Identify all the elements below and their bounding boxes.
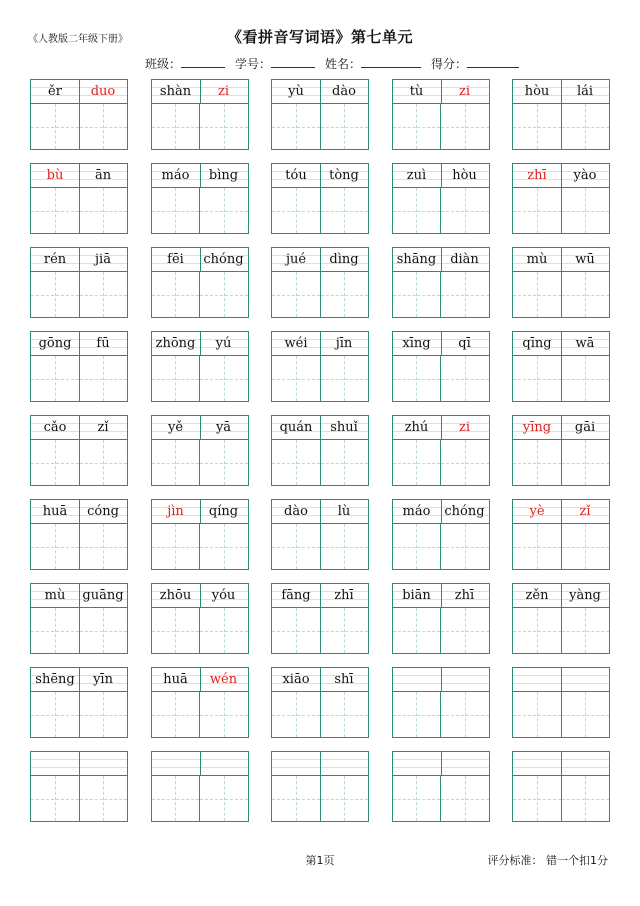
character-writing-cell[interactable] [152, 272, 200, 317]
word-box [151, 79, 249, 150]
pinyin-syllable: máo [402, 504, 431, 519]
character-writing-cell[interactable] [320, 692, 369, 737]
character-writing-cell[interactable] [561, 524, 610, 569]
word-box [30, 499, 128, 570]
character-writing-cell[interactable] [320, 356, 369, 401]
word-box [271, 247, 369, 318]
pinyin-syllable: zěn [525, 588, 549, 603]
pinyin-syllable: zhī [454, 588, 475, 603]
pinyin-syllable: guāng [82, 588, 124, 603]
pinyin-line [152, 416, 248, 440]
pinyin-syllable-highlighted: yè [529, 504, 545, 519]
pinyin-line [152, 668, 248, 692]
pinyin-line [513, 668, 609, 692]
word-box [512, 79, 610, 150]
info-blank-field[interactable] [467, 57, 519, 68]
pinyin-line [152, 500, 248, 524]
pinyin-syllable [441, 752, 489, 775]
pinyin-syllable: yú [215, 336, 232, 351]
pinyin-syllable: cóng [87, 504, 119, 519]
info-blank-field[interactable] [271, 57, 315, 68]
pinyin-line [31, 416, 127, 440]
pinyin-syllable-highlighted: zi [458, 420, 470, 435]
character-writing-cell[interactable] [79, 440, 128, 485]
character-writing-cell[interactable] [272, 524, 320, 569]
character-writing-cell[interactable] [320, 440, 369, 485]
pinyin-syllable: fāng [281, 588, 311, 603]
pinyin-line [513, 416, 609, 440]
character-writing-cell[interactable] [79, 692, 128, 737]
character-writing-cell[interactable] [272, 356, 320, 401]
word-box [30, 751, 128, 822]
pinyin-syllable: lái [576, 84, 594, 99]
word-box [151, 667, 249, 738]
info-label: 姓名： [325, 57, 362, 71]
pinyin-syllable: qī [458, 336, 471, 351]
pinyin-syllable: shuǐ [330, 420, 358, 435]
pinyin-line [31, 752, 127, 776]
character-writing-cell[interactable] [272, 104, 320, 149]
pinyin-line [272, 332, 368, 356]
character-writing-cell[interactable] [31, 524, 79, 569]
pinyin-syllable: shàn [159, 84, 192, 99]
pinyin-syllable: yīn [93, 672, 113, 687]
character-writing-cell[interactable] [31, 440, 79, 485]
character-writing-cell[interactable] [31, 272, 79, 317]
word-box [512, 415, 610, 486]
word-row [30, 499, 610, 570]
word-box [512, 667, 610, 738]
pinyin-syllable: zhī [334, 588, 354, 603]
pinyin-line [513, 164, 609, 188]
character-writing-cell[interactable] [272, 272, 320, 317]
character-writing-cell[interactable] [393, 776, 441, 821]
word-box [30, 667, 128, 738]
word-box [151, 331, 249, 402]
scoring-standard: 评分标准： 错一个扣1分 [487, 854, 608, 867]
word-box [271, 667, 369, 738]
pinyin-syllable-highlighted: zǐ [579, 504, 591, 519]
page-number: 第1页 [305, 854, 335, 867]
pinyin-line [393, 80, 489, 104]
word-box [392, 415, 490, 486]
character-writing-cell[interactable] [272, 692, 320, 737]
pinyin-syllable: xīng [402, 336, 431, 351]
character-writing-cell[interactable] [152, 440, 200, 485]
pinyin-syllable: yào [573, 168, 597, 183]
word-box [512, 247, 610, 318]
pinyin-syllable: zhōng [155, 336, 196, 351]
character-writing-cell[interactable] [199, 776, 248, 821]
pinyin-line [272, 584, 368, 608]
pinyin-syllable: quán [279, 420, 313, 435]
word-box [30, 583, 128, 654]
character-writing-cell[interactable] [272, 608, 320, 653]
pinyin-syllable: hòu [524, 84, 550, 99]
pinyin-syllable: mù [526, 252, 548, 267]
pinyin-syllable: gāi [574, 420, 596, 435]
info-blank-field[interactable] [361, 57, 421, 68]
character-writing-cell[interactable] [199, 692, 248, 737]
word-row [30, 751, 610, 822]
pinyin-syllable: shāng [396, 252, 437, 267]
pinyin-line [272, 416, 368, 440]
character-writing-cell[interactable] [561, 104, 610, 149]
pinyin-syllable [200, 752, 248, 775]
pinyin-syllable [272, 752, 320, 775]
pinyin-syllable: yàng [569, 588, 601, 603]
pinyin-syllable [561, 668, 609, 691]
pinyin-syllable [441, 668, 489, 691]
character-writing-cell[interactable] [513, 608, 561, 653]
word-box [392, 247, 490, 318]
pinyin-syllable: qíng [208, 504, 239, 519]
info-label: 班级： [145, 57, 182, 71]
word-row [30, 331, 610, 402]
pinyin-syllable [31, 752, 79, 775]
pinyin-syllable-highlighted: jìn [167, 504, 184, 519]
info-label: 学号： [235, 57, 272, 71]
word-box [271, 499, 369, 570]
pinyin-line [513, 584, 609, 608]
pinyin-line [152, 248, 248, 272]
pinyin-syllable: jué [285, 252, 307, 267]
word-box [271, 415, 369, 486]
character-writing-cell[interactable] [513, 188, 561, 233]
character-writing-cell[interactable] [31, 104, 79, 149]
character-writing-cell[interactable] [152, 524, 200, 569]
word-box [151, 163, 249, 234]
character-writing-cell[interactable] [199, 524, 248, 569]
pinyin-syllable-highlighted: duo [90, 84, 116, 99]
word-box [151, 499, 249, 570]
word-box [30, 331, 128, 402]
word-box [512, 499, 610, 570]
pinyin-line [272, 248, 368, 272]
pinyin-syllable-highlighted: zi [458, 84, 470, 99]
pinyin-syllable: biān [402, 588, 431, 603]
character-writing-cell[interactable] [320, 272, 369, 317]
word-box [30, 79, 128, 150]
pinyin-syllable-highlighted: zi [217, 84, 229, 99]
word-box [151, 247, 249, 318]
character-writing-cell[interactable] [440, 104, 489, 149]
pinyin-line [31, 668, 127, 692]
character-writing-cell[interactable] [272, 188, 320, 233]
character-writing-cell[interactable] [440, 608, 489, 653]
word-row [30, 163, 610, 234]
word-box [392, 499, 490, 570]
word-box [271, 163, 369, 234]
character-writing-cell[interactable] [31, 608, 79, 653]
pinyin-line [272, 80, 368, 104]
word-row [30, 79, 610, 150]
character-writing-cell[interactable] [440, 188, 489, 233]
word-row [30, 667, 610, 738]
pinyin-syllable: chóng [203, 252, 244, 267]
character-writing-cell[interactable] [561, 692, 610, 737]
pinyin-line [513, 332, 609, 356]
pinyin-syllable: ān [94, 168, 112, 183]
character-writing-cell[interactable] [320, 524, 369, 569]
pinyin-line [272, 164, 368, 188]
pinyin-line [31, 500, 127, 524]
character-writing-cell[interactable] [440, 776, 489, 821]
character-writing-cell[interactable] [440, 272, 489, 317]
character-writing-cell[interactable] [561, 776, 610, 821]
pinyin-line [393, 416, 489, 440]
pinyin-syllable: zhú [404, 420, 429, 435]
pinyin-syllable: bìng [208, 168, 239, 183]
character-writing-cell[interactable] [272, 440, 320, 485]
pinyin-syllable [320, 752, 368, 775]
pinyin-line [393, 164, 489, 188]
character-writing-cell[interactable] [31, 776, 79, 821]
character-writing-cell[interactable] [393, 272, 441, 317]
pinyin-line [152, 80, 248, 104]
word-box [271, 331, 369, 402]
word-box [392, 163, 490, 234]
pinyin-syllable-highlighted: bù [46, 168, 64, 183]
character-writing-cell[interactable] [79, 356, 128, 401]
pinyin-line [393, 332, 489, 356]
pinyin-line [152, 164, 248, 188]
character-writing-cell[interactable] [79, 776, 128, 821]
pinyin-syllable: yóu [211, 588, 236, 603]
pinyin-line [272, 752, 368, 776]
word-box [151, 583, 249, 654]
pinyin-syllable: tóu [285, 168, 307, 183]
word-box [392, 79, 490, 150]
pinyin-syllable: dào [284, 504, 308, 519]
pinyin-line [31, 80, 127, 104]
pinyin-line [513, 500, 609, 524]
character-writing-cell[interactable] [561, 608, 610, 653]
character-writing-cell[interactable] [199, 608, 248, 653]
word-box [392, 331, 490, 402]
character-writing-cell[interactable] [513, 272, 561, 317]
character-writing-cell[interactable] [393, 440, 441, 485]
pinyin-syllable: shī [334, 672, 354, 687]
pinyin-syllable: tù [409, 84, 424, 99]
pinyin-syllable: huā [42, 504, 68, 519]
pinyin-syllable [513, 668, 561, 691]
word-box [30, 247, 128, 318]
character-writing-cell[interactable] [440, 356, 489, 401]
character-writing-cell[interactable] [199, 440, 248, 485]
pinyin-syllable: rén [43, 252, 67, 267]
pinyin-syllable: qīng [522, 336, 552, 351]
pinyin-syllable [152, 752, 200, 775]
pinyin-line [152, 752, 248, 776]
pinyin-line [31, 248, 127, 272]
character-writing-cell[interactable] [152, 608, 200, 653]
character-writing-cell[interactable] [31, 356, 79, 401]
pinyin-syllable [393, 668, 441, 691]
word-box [271, 583, 369, 654]
pinyin-line [31, 584, 127, 608]
character-writing-cell[interactable] [513, 692, 561, 737]
character-writing-cell[interactable] [152, 188, 200, 233]
pinyin-line [31, 164, 127, 188]
word-box [151, 415, 249, 486]
pinyin-syllable: wū [575, 252, 595, 267]
word-box [512, 331, 610, 402]
edition-label: 《人教版二年级下册》 [28, 34, 128, 45]
word-box [271, 751, 369, 822]
word-box [392, 667, 490, 738]
pinyin-word-grid [30, 79, 610, 835]
character-writing-cell[interactable] [513, 356, 561, 401]
character-writing-cell[interactable] [393, 608, 441, 653]
student-info-line [145, 55, 519, 72]
pinyin-syllable-highlighted: zhī [527, 168, 547, 183]
character-writing-cell[interactable] [79, 272, 128, 317]
info-label: 得分： [431, 57, 468, 71]
character-writing-cell[interactable] [440, 524, 489, 569]
word-row [30, 247, 610, 318]
character-writing-cell[interactable] [393, 104, 441, 149]
character-writing-cell[interactable] [272, 776, 320, 821]
character-writing-cell[interactable] [320, 608, 369, 653]
pinyin-syllable [513, 752, 561, 775]
pinyin-line [31, 332, 127, 356]
pinyin-syllable: huā [163, 672, 188, 687]
word-box [30, 415, 128, 486]
character-writing-cell[interactable] [393, 188, 441, 233]
pinyin-syllable: jiā [95, 252, 111, 267]
pinyin-syllable [79, 752, 127, 775]
pinyin-syllable: yā [215, 420, 232, 435]
character-writing-cell[interactable] [199, 104, 248, 149]
word-box [512, 751, 610, 822]
character-writing-cell[interactable] [79, 104, 128, 149]
character-writing-cell[interactable] [199, 188, 248, 233]
character-writing-cell[interactable] [393, 356, 441, 401]
pinyin-syllable: shēng [35, 672, 75, 687]
pinyin-syllable: zuì [406, 168, 427, 183]
character-writing-cell[interactable] [393, 524, 441, 569]
word-box [392, 751, 490, 822]
character-writing-cell[interactable] [513, 440, 561, 485]
character-writing-cell[interactable] [31, 692, 79, 737]
pinyin-line [272, 668, 368, 692]
character-writing-cell[interactable] [152, 104, 200, 149]
pinyin-syllable: ěr [48, 84, 62, 99]
word-row [30, 583, 610, 654]
pinyin-syllable: cǎo [43, 420, 67, 435]
character-writing-cell[interactable] [152, 776, 200, 821]
pinyin-line [272, 500, 368, 524]
character-writing-cell[interactable] [79, 608, 128, 653]
pinyin-syllable: wā [575, 336, 595, 351]
pinyin-syllable [393, 752, 441, 775]
pinyin-line [393, 248, 489, 272]
pinyin-syllable-highlighted: wén [209, 672, 238, 687]
character-writing-cell[interactable] [393, 692, 441, 737]
pinyin-syllable: mù [44, 588, 66, 603]
character-writing-cell[interactable] [199, 272, 248, 317]
pinyin-line [393, 500, 489, 524]
character-writing-cell[interactable] [440, 440, 489, 485]
character-writing-cell[interactable] [513, 524, 561, 569]
character-writing-cell[interactable] [440, 692, 489, 737]
pinyin-syllable: chóng [444, 504, 485, 519]
pinyin-syllable-highlighted: yīng [522, 420, 552, 435]
pinyin-syllable: yù [288, 84, 304, 99]
pinyin-line [513, 752, 609, 776]
pinyin-syllable: fēi [167, 252, 184, 267]
pinyin-syllable: zhōu [159, 588, 192, 603]
word-box [271, 79, 369, 150]
character-writing-cell[interactable] [79, 188, 128, 233]
pinyin-syllable: lù [337, 504, 351, 519]
character-writing-cell[interactable] [561, 188, 610, 233]
pinyin-syllable: jīn [335, 336, 353, 351]
pinyin-line [393, 584, 489, 608]
page-title: 《看拼音写词语》第七单元 [226, 28, 413, 46]
character-writing-cell[interactable] [152, 692, 200, 737]
pinyin-line [513, 80, 609, 104]
pinyin-line [152, 584, 248, 608]
character-writing-cell[interactable] [31, 188, 79, 233]
character-writing-cell[interactable] [561, 440, 610, 485]
info-blank-field[interactable] [181, 57, 225, 68]
pinyin-syllable [561, 752, 609, 775]
character-writing-cell[interactable] [152, 356, 200, 401]
pinyin-syllable: gōng [38, 336, 72, 351]
word-box [30, 163, 128, 234]
character-writing-cell[interactable] [320, 776, 369, 821]
pinyin-line [152, 332, 248, 356]
word-box [392, 583, 490, 654]
pinyin-syllable: máo [161, 168, 190, 183]
pinyin-syllable: diàn [450, 252, 479, 267]
character-writing-cell[interactable] [79, 524, 128, 569]
pinyin-syllable: xiāo [282, 672, 310, 687]
character-writing-cell[interactable] [513, 104, 561, 149]
character-writing-cell[interactable] [513, 776, 561, 821]
word-box [512, 583, 610, 654]
character-writing-cell[interactable] [561, 272, 610, 317]
word-box [151, 751, 249, 822]
character-writing-cell[interactable] [320, 188, 369, 233]
pinyin-syllable: zǐ [97, 420, 109, 435]
pinyin-line [393, 752, 489, 776]
pinyin-syllable: tòng [329, 168, 359, 183]
character-writing-cell[interactable] [561, 356, 610, 401]
pinyin-line [513, 248, 609, 272]
character-writing-cell[interactable] [320, 104, 369, 149]
pinyin-line [393, 668, 489, 692]
pinyin-syllable: yě [167, 420, 184, 435]
pinyin-syllable: hòu [452, 168, 477, 183]
pinyin-syllable: fū [96, 336, 110, 351]
word-row [30, 415, 610, 486]
character-writing-cell[interactable] [199, 356, 248, 401]
word-box [512, 163, 610, 234]
pinyin-syllable: wéi [284, 336, 308, 351]
pinyin-syllable: dào [332, 84, 356, 99]
pinyin-syllable: dìng [329, 252, 359, 267]
